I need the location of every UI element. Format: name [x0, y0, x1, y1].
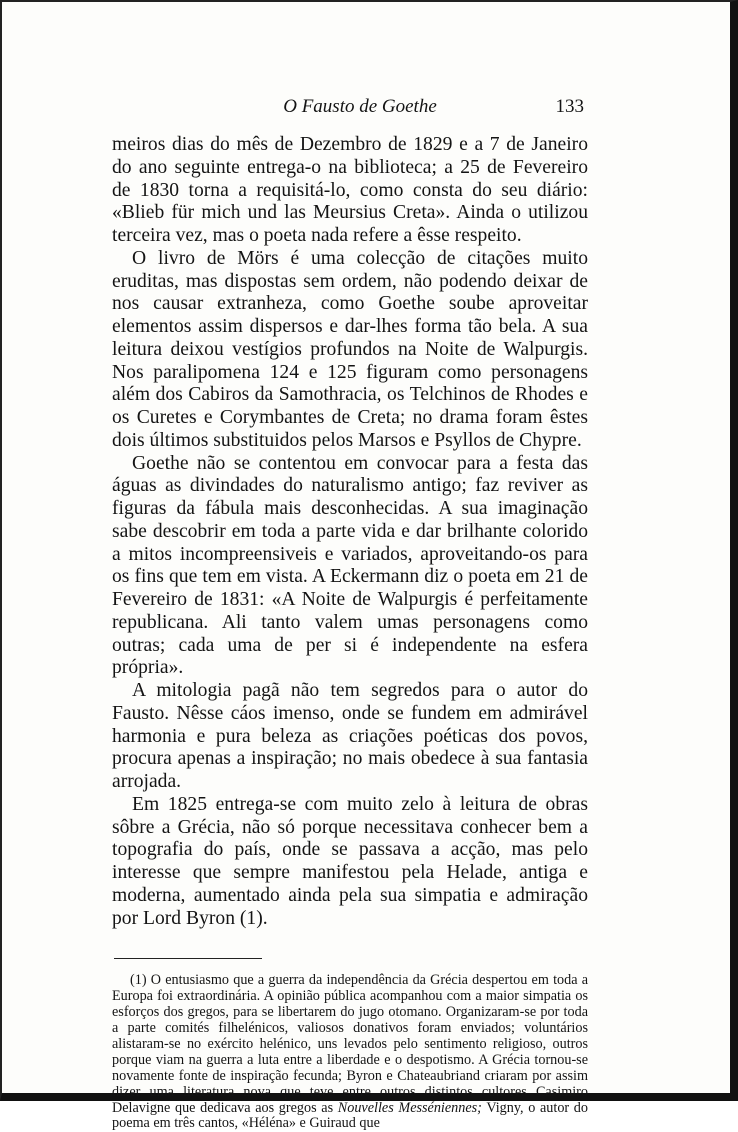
footnote-italic-title: Nouvelles Messéniennes;	[337, 1099, 482, 1116]
body-text	[112, 134, 588, 930]
paragraph: A mitologia pagã não tem segredos para o autor do Fausto. Nêsse cáos imenso, onde se fundem em admirável harmonia e pura beleza as criações poéticas dos povos, procura apenas a inspiração; no mais obedece à sua fantasia arrojada.	[112, 680, 588, 792]
running-title: O Fausto de Goethe	[283, 96, 437, 117]
footnote-text-start: (1) O entusiasmo que a guerra da independência da Grécia despertou em toda a Europa foi extraordinária. A opinião pública acompanhou com a maior simpatia os esforços dos gregos, para se libertarem do jugo otomano. Organizaram-se por toda a parte comités filhelénicos, valiosos donativos foram enviados; voluntários alistaram-se no exército helénico, uns levados pelo sentimento religioso, outros porque viam na guerra a luta entre a liberdade e o despotismo. A Grécia tornou-se novamente fonte de inspiração fecunda; Byron e Chateaubriand criaram por assim dizer uma literatura nova que teve entre outros distintos cultores Casimiro Delavigne que dedicava aos gregos as	[112, 972, 588, 1116]
book-page	[112, 96, 588, 1132]
paragraph: O livro de Mörs é uma colecção de citações muito eruditas, mas dispostas sem ordem, não podendo deixar de nos causar extranheza, como Goethe soube aproveitar elementos assim dispersos e dar-lhes forma tão bela. A sua leitura deixou vestígios profundos na Noite de Walpurgis. Nos paralipomena 124 e 125 figuram como personagens além dos Cabiros da Samothracia, os Telchinos de Rhodes e os Curetes e Corymbantes de Creta; no drama foram êstes dois últimos substituidos pelos Marsos e Psyllos de Chypre.	[112, 247, 588, 451]
paragraph: Em 1825 entrega-se com muito zelo à leitura de obras sôbre a Grécia, não só porque necessitava conhecer bem a topografia do país, onde se passava a acção, mas pelo interesse que sempre manifestou pela Helade, antiga e moderna, aumentado ainda pela sua simpatia e admiração por Lord Byron (1).	[112, 793, 588, 929]
paragraph: meiros dias do mês de Dezembro de 1829 e a 7 de Janeiro do ano seguinte entrega-o na biblioteca; a 25 de Fevereiro de 1830 torna a requisitá-lo, como consta do seu diário: «Blieb für mich und las Meursius Creta». Ainda o utilizou terceira vez, mas o poeta nada refere a êsse respeito.	[112, 134, 588, 246]
footnote	[112, 973, 588, 1132]
page-number: 133	[555, 96, 584, 117]
paragraph: Goethe não se contentou em convocar para a festa das águas as divindades do naturalismo antigo; faz reviver as figuras da fábula mais desconhecidas. A sua imaginação sabe descobrir em toda a parte vida e dar brilhante colorido a mitos incompreensiveis e variados, aproveitando-os para os fins que tem em vista. A Eckermann diz o poeta em 21 de Fevereiro de 1831: «A Noite de Walpurgis é perfeitamente republicana. Ali tanto valem umas personagens como outras; cada uma de per si é independente na esfera própria».	[112, 452, 588, 679]
footnote-text-end: Vigny, o autor do poema em três cantos, «Héléna» e Guiraud que	[112, 1099, 588, 1132]
footnote-rule	[114, 958, 262, 959]
running-head	[112, 96, 588, 122]
